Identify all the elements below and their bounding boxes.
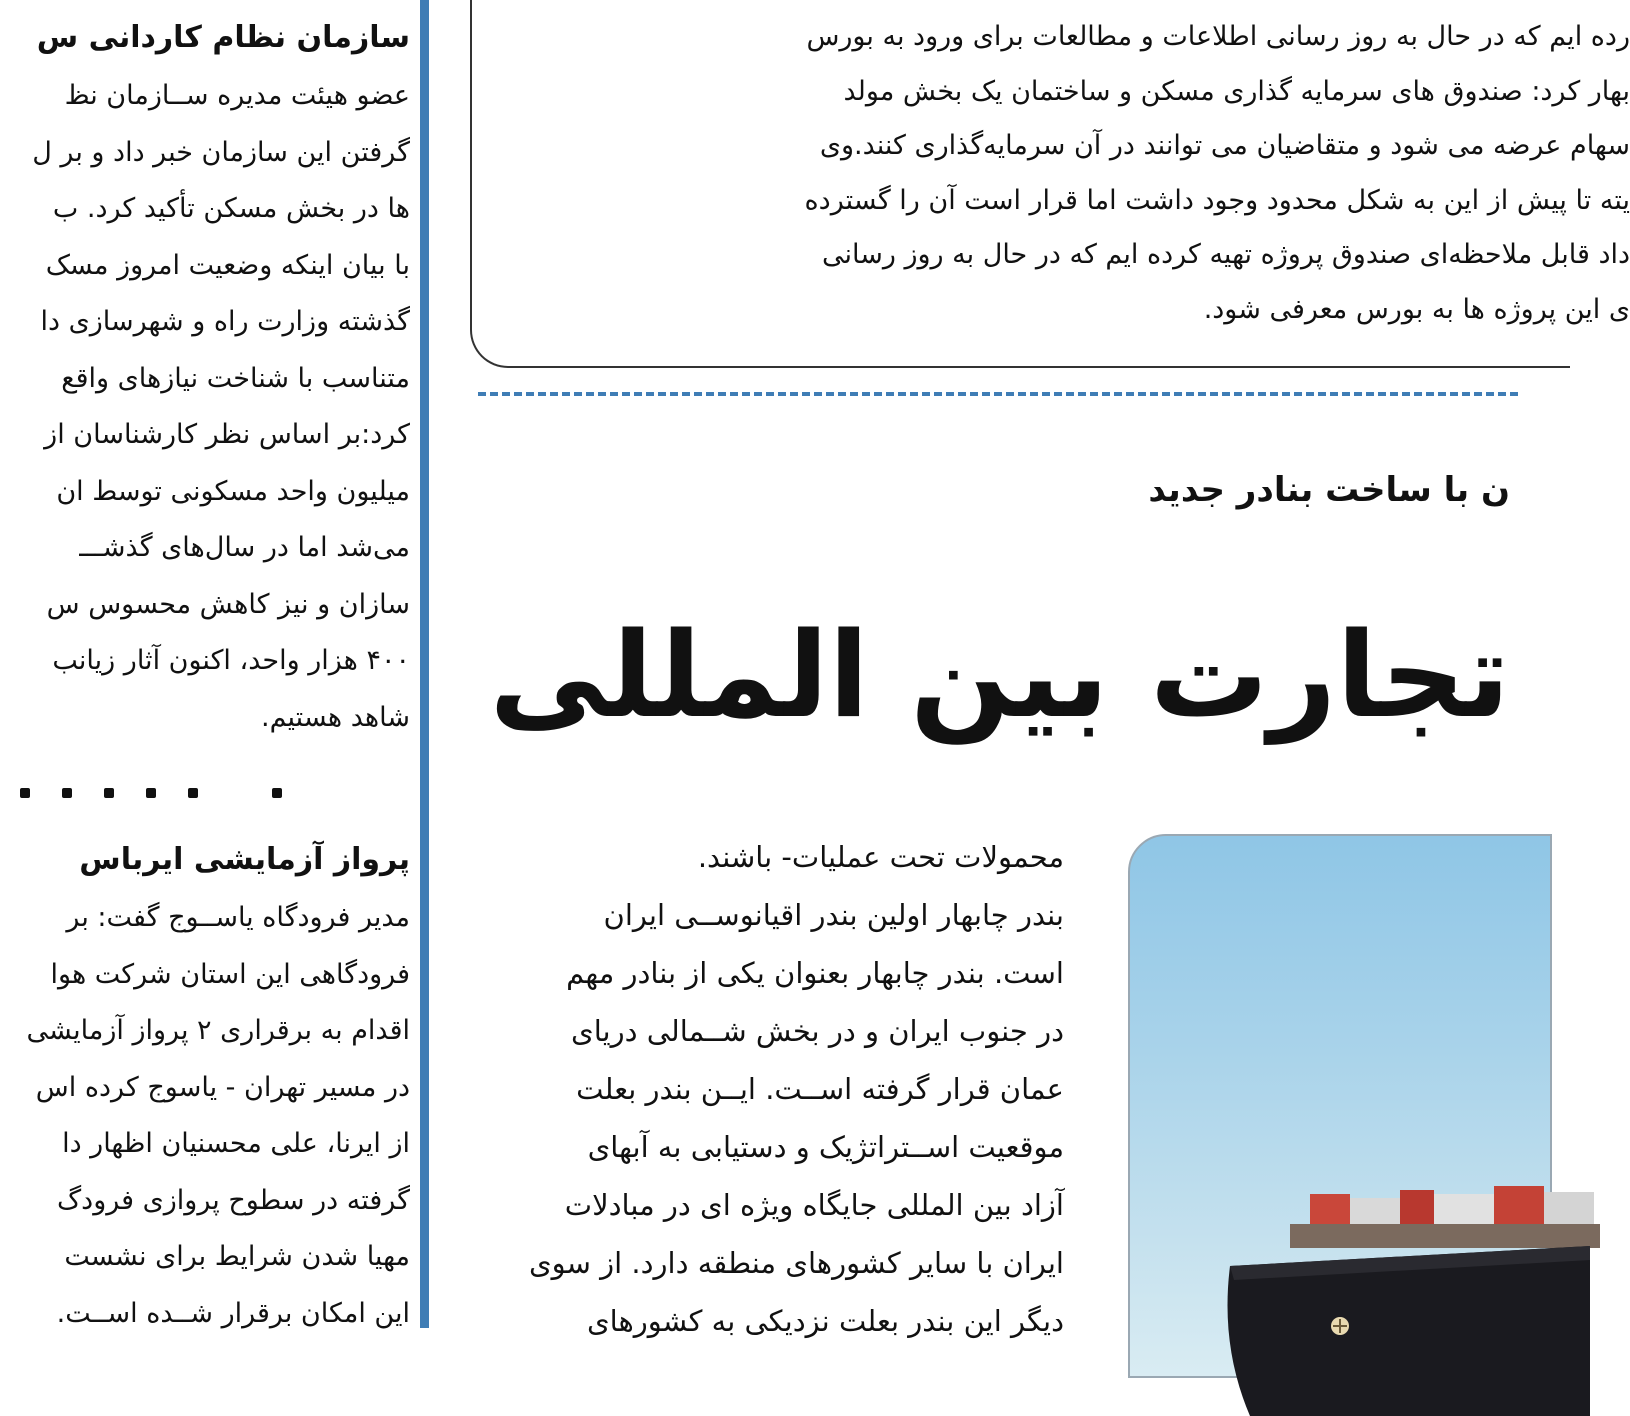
left-news-column [0, 0, 410, 1329]
text-line: است. بندر چابهار بعنوان یکی از بنادر مهم [566, 956, 1064, 990]
container-ship-photo [1128, 834, 1552, 1378]
text-line: سازان و نیز کاهش محسوس س [46, 588, 410, 620]
text-line: موقعیت اســتراتژیک و دستیابی به آبهای [587, 1130, 1064, 1164]
text-line: ۴۰۰ هزار واحد، اکنون آثار زیانب [52, 645, 410, 676]
text-line: شاهد هستیم. [260, 701, 410, 733]
text-line: آزاد بین المللی جایگاه ویژه ای در مبادلات [564, 1188, 1064, 1222]
text-line: میلیون واحد مسکونی توسط ان [56, 475, 410, 507]
text-line: دیگر این بندر بعلت نزدیکی به کشورهای [586, 1304, 1064, 1338]
boxed-article-body [805, 10, 1630, 337]
text-line: در جنوب ایران و در بخش شــمالی دریای [571, 1014, 1064, 1048]
text-line: ایران با سایر کشورهای منطقه دارد. از سوی [528, 1246, 1064, 1280]
text-line: این امکان برقرار شــده اســت. [56, 1297, 410, 1329]
text-line: در مسیر تهران - یاسوج کرده اس [35, 1071, 410, 1103]
ship-illustration [1190, 1176, 1590, 1416]
dashed-divider [478, 392, 1518, 396]
text-line: ی این پروژه ها به بورس معرفی شود. [1203, 293, 1630, 325]
news-item-heading: پرواز آزمایشی ایرباس [79, 842, 410, 877]
text-line: متناسب با شناخت نیازهای واقع [61, 362, 410, 394]
boxed-article [470, 0, 1630, 368]
text-line: محمولات تحت عملیات- باشند. [697, 840, 1064, 874]
text-line: داد قابل ملاحظه‌ای صندوق پروژه تهیه کرده ایم که در حال به روز رسانی [821, 239, 1630, 270]
text-line: فرودگاهی این استان شرکت هوا [50, 958, 410, 990]
news-item-body [0, 890, 410, 1342]
text-line: گرفته در سطوح پروازی فرودگ [57, 1184, 410, 1216]
text-line: مدیر فرودگاه یاســوج گفت: بر [66, 902, 410, 933]
text-line: می‌شد اما در سال‌های گذشـــ [79, 532, 410, 563]
text-line: عمان قرار گرفته اســت. ایــن بندر بعلت [576, 1072, 1064, 1106]
text-line: سهام عرضه می شود و متقاضیان می توانند در آن سرمایه‌گذاری کنند.وی [819, 130, 1630, 161]
text-line: عضو هیئت مدیره ســازمان نظ [64, 80, 410, 111]
text-line: گذشته وزارت راه و شهرسازی دا [40, 306, 410, 337]
news-item-body [0, 68, 410, 746]
right-news-area [440, 0, 1630, 1338]
text-line: گرفتن این سازمان خبر داد و بر ل [32, 136, 410, 168]
column-divider [420, 0, 429, 1328]
separator-dots [0, 778, 400, 808]
text-line: اقدام به برقراری ۲ پرواز آزمایشی [26, 1015, 410, 1046]
news-item-heading: سازمان نظام کاردانی س [36, 20, 410, 55]
text-line: مهیا شدن شرایط برای نشست [64, 1241, 410, 1272]
text-line: رده ایم که در حال به روز رسانی اطلاعات و مطالعات برای ورود به بورس [806, 21, 1630, 52]
text-line: یته تا پیش از این به شکل محدود وجود داشت اما قرار است آن را گسترده [804, 184, 1630, 216]
article-kicker: ن با ساخت بنادر جدید [1148, 470, 1510, 510]
text-line: بندر چابهار اولین بندر اقیانوســی ایران [603, 898, 1064, 932]
article-body [480, 828, 1064, 1350]
article-headline: تجارت بین المللی [489, 606, 1510, 744]
text-line: از ایرنا، علی محسنیان اظهار دا [62, 1128, 410, 1159]
text-line: بهار کرد: صندوق های سرمایه گذاری مسکن و ساختمان یک بخش مولد [843, 75, 1630, 107]
text-line: ها در بخش مسکن تأکید کرد. ب [52, 193, 410, 224]
text-line: با بیان اینکه وضعیت امروز مسک [45, 249, 410, 281]
text-line: کرد:بر اساس نظر کارشناسان از [44, 419, 410, 450]
